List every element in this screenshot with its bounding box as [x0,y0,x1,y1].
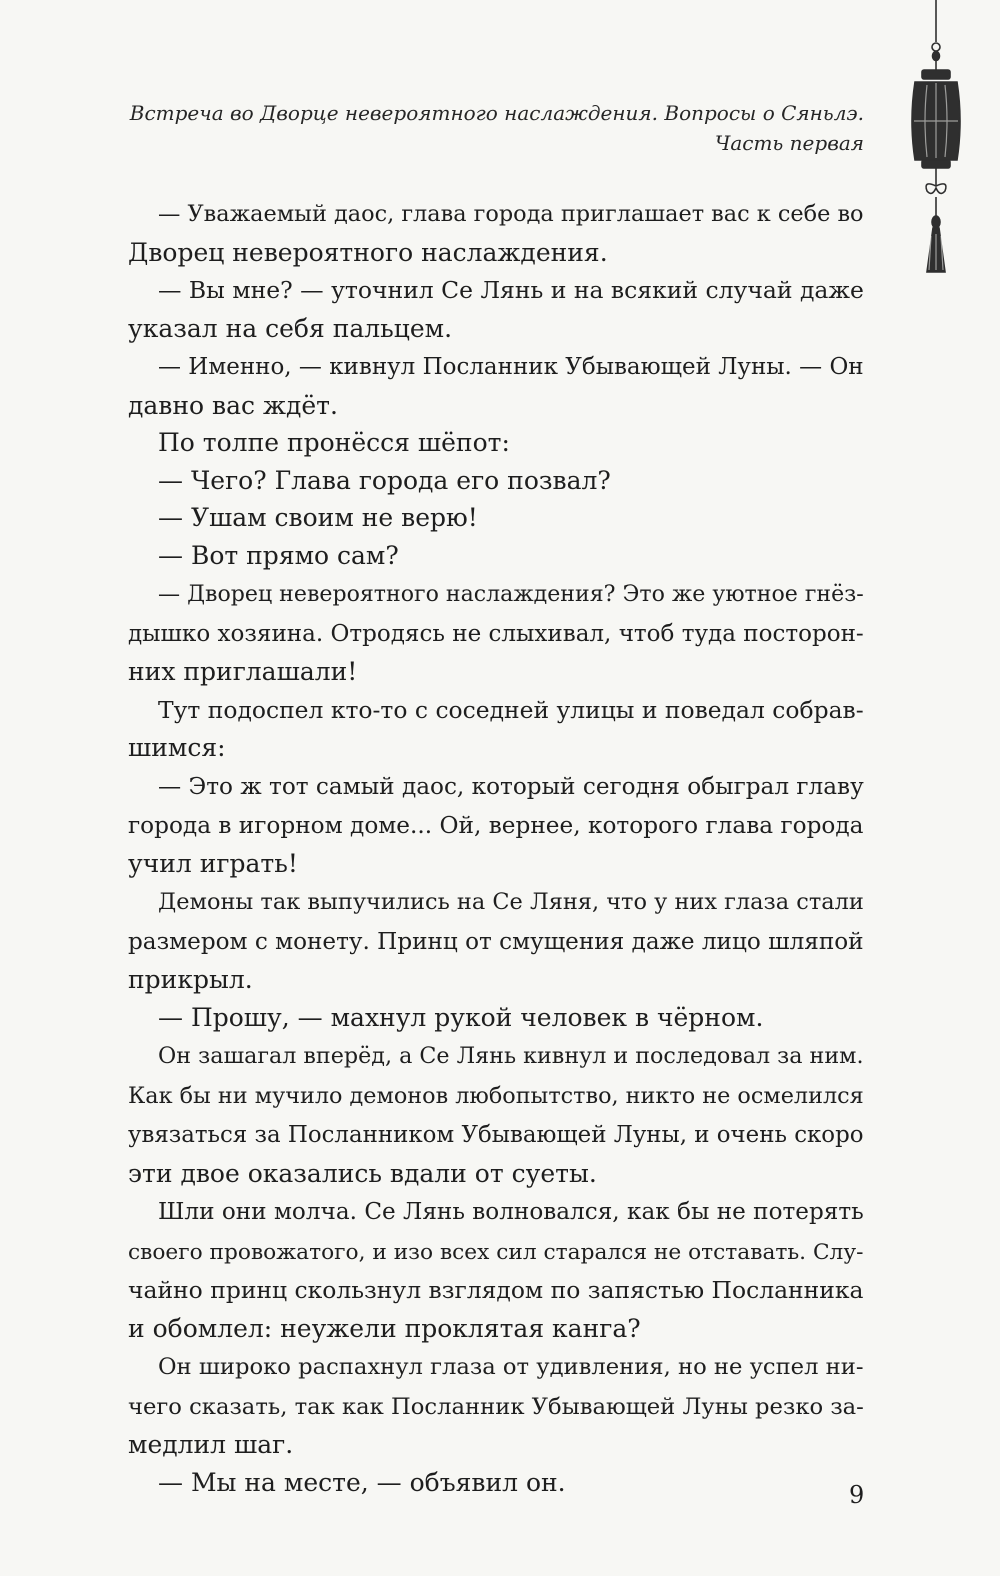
text-line: — Вы мне? — уточнил Се Лянь и на всякий случай даже [158,276,864,304]
text-line: Он зашагал вперёд, а Се Лянь кивнул и последовал за ним. [158,1043,864,1069]
body-text [128,194,864,1501]
text-line: медлил шаг. [128,1430,294,1459]
text-line: дышко хозяина. Отродясь не слыхивал, чтоб туда посторон- [128,620,864,647]
text-line: города в игорном доме... Ой, вернее, которого глава города [128,812,864,839]
text-line: — Дворец невероятного наслаждения? Это же уютное гнёз- [158,582,864,607]
page-number: 9 [849,1481,865,1509]
running-head-line-2: Часть первая [714,131,864,155]
text-line: давно вас ждёт. [128,390,338,420]
text-line: них приглашали! [128,657,358,686]
text-line: — Это ж тот самый даос, который сегодня обыграл главу [158,773,864,800]
text-line: размером с монету. Принц от смущения даже лицо шляпой [128,928,864,955]
text-line: По толпе пронёсся шёпот: [158,428,510,457]
running-head-line-1: Встреча во Дворце невероятного наслаждения. Вопросы о Сяньлэ. [129,101,864,125]
text-line: прикрыл. [128,965,253,994]
text-line: увязаться за Посланником Убывающей Луны, и очень скоро [128,1122,864,1148]
text-line: Шли они молча. Се Лянь волновался, как бы не потерять [158,1199,864,1225]
text-line: Демоны так выпучились на Се Ляня, что у них глаза стали [158,889,864,915]
text-line: шимся: [128,733,226,762]
hanging-lantern-icon [905,0,977,285]
text-line: эти двое оказались вдали от суеты. [128,1158,597,1188]
text-line: и обомлел: неужели проклятая канга? [128,1313,641,1343]
text-line: — Вот прямо сам? [158,540,399,570]
text-line: Тут подоспел кто-то с соседней улицы и поведал собрав- [158,695,864,724]
text-line: Он широко распахнул глаза от удивления, но не успел ни- [158,1354,864,1380]
text-line: Как бы ни мучило демонов любопытство, никто не осмелился [128,1082,864,1109]
text-line: своего провожатого, и изо всех сил старался не отставать. Слу- [128,1239,864,1265]
text-line: — Мы на месте, — объявил он. [158,1467,566,1497]
text-line: — Ушам своим не верю! [158,503,478,532]
text-line: Дворец невероятного наслаждения. [128,237,608,267]
text-line: — Уважаемый даос, глава города приглашает вас к себе во [158,201,864,227]
text-line: — Прошу, — махнул рукой человек в чёрном. [158,1002,764,1032]
text-line: — Именно, — кивнул Посланник Убывающей Луны. — Он [158,354,864,380]
text-line: чайно принц скользнул взглядом по запястью Посланника [128,1276,864,1304]
running-head [130,98,864,158]
text-line: указал на себя пальцем. [128,313,453,343]
text-line: чего сказать, так как Посланник Убывающей Луны резко за- [128,1393,864,1420]
text-line: — Чего? Глава города его позвал? [158,465,611,495]
text-line: учил играть! [128,848,298,878]
